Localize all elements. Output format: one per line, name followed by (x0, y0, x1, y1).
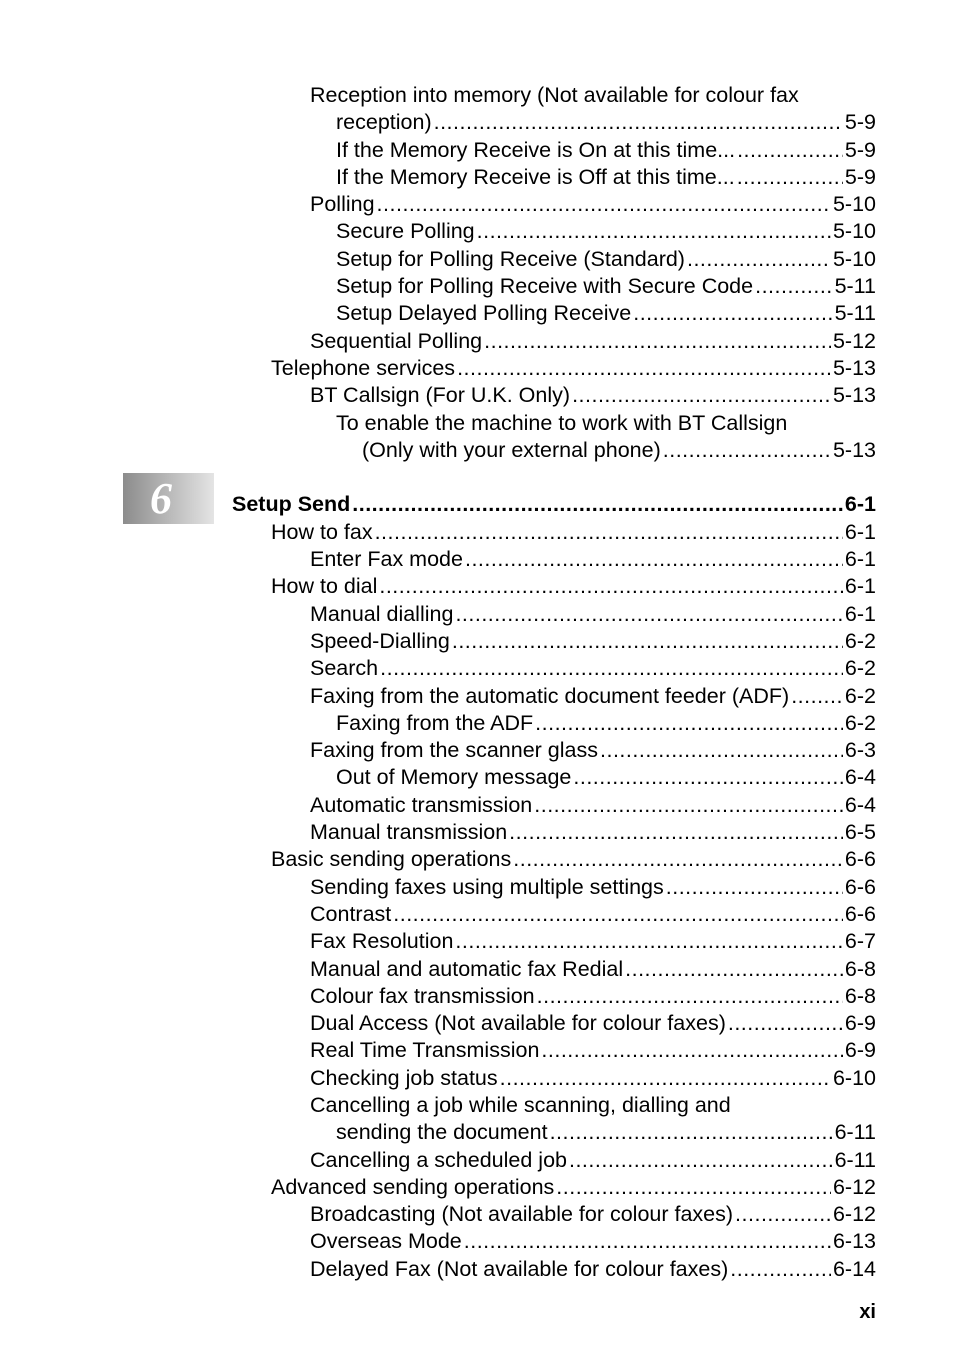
toc-entry-title: Telephone services (271, 355, 456, 380)
toc-entry-title: If the Memory Receive is Off at this time... (336, 164, 735, 189)
dot-leader (452, 628, 843, 655)
dot-leader (477, 218, 831, 245)
chapter-number: 6 (150, 474, 172, 523)
toc-entry[interactable] (0, 764, 954, 791)
toc-page-number: 6-13 (832, 1229, 876, 1254)
dot-leader (550, 1119, 833, 1146)
toc-entry[interactable] (0, 1201, 954, 1228)
toc-page-number: 6-8 (844, 956, 876, 981)
dot-leader (537, 983, 843, 1010)
toc-entry[interactable] (0, 246, 954, 273)
toc-entry-title: Delayed Fax (Not available for colour faxes) (310, 1256, 729, 1281)
toc-entry[interactable] (0, 628, 954, 655)
page-number: xi (859, 1301, 876, 1323)
toc-entry[interactable] (0, 328, 954, 355)
toc-page-number: 6-9 (844, 1038, 876, 1063)
dot-leader (556, 1174, 831, 1201)
toc-entry[interactable] (0, 792, 954, 819)
toc-entry-title: How to dial (271, 574, 378, 599)
toc-entry-title: Real Time Transmission (310, 1038, 540, 1063)
toc-entry[interactable] (0, 300, 954, 327)
dot-leader (465, 546, 843, 573)
toc-page-number: 6-11 (834, 1147, 876, 1172)
toc-entry[interactable] (0, 191, 954, 218)
toc-entry-title: Automatic transmission (310, 792, 533, 817)
toc-entry-title: Broadcasting (Not available for colour faxes) (310, 1202, 734, 1227)
toc-page-number: 6-6 (844, 847, 876, 872)
toc-page-number: 6-10 (832, 1065, 876, 1090)
toc-entry-title: Cancelling a job while scanning, dialling and (310, 1092, 731, 1117)
dot-leader (730, 1256, 831, 1283)
dot-leader (728, 1010, 843, 1037)
toc-entry[interactable] (0, 1037, 954, 1064)
toc-page-number: 5-13 (832, 355, 876, 380)
dot-leader (625, 956, 843, 983)
toc-entry-title: Setup for Polling Receive (Standard) (336, 246, 685, 271)
toc-entry[interactable] (0, 410, 954, 437)
toc-page-number: 6-1 (844, 574, 876, 599)
toc-entry[interactable] (0, 109, 954, 136)
toc-entry[interactable] (0, 901, 954, 928)
toc-entry[interactable] (0, 1256, 954, 1283)
dot-leader (791, 683, 843, 710)
toc-page-number: 6-8 (844, 983, 876, 1008)
toc-entry-title: Faxing from the automatic document feeder (ADF) (310, 683, 790, 708)
toc-entry-title: Polling (310, 192, 375, 217)
dot-leader (375, 519, 843, 546)
toc-entry-title: Faxing from the scanner glass (310, 738, 598, 763)
toc-entry-title: Reception into memory (Not available for colour fax (310, 83, 799, 107)
toc-page-number: 5-9 (844, 137, 876, 162)
toc-entry[interactable] (0, 137, 954, 164)
toc-entry-title: Overseas Mode (310, 1229, 462, 1254)
toc-page-number: 6-1 (844, 492, 876, 517)
toc-entry[interactable] (0, 874, 954, 901)
toc-entry[interactable] (0, 164, 954, 191)
dot-leader (633, 300, 832, 327)
toc-page-number: 5-11 (834, 301, 876, 326)
toc-chapter-entry[interactable] (0, 491, 954, 518)
dot-leader (569, 1147, 833, 1174)
toc-page-number: 6-2 (844, 710, 876, 735)
toc-page-number: 6-9 (844, 1011, 876, 1036)
toc-entry[interactable] (0, 737, 954, 764)
toc-page-number: 5-10 (832, 219, 876, 244)
dot-leader (393, 901, 843, 928)
toc-page-number: 6-12 (832, 1202, 876, 1227)
toc-page-number: 5-10 (832, 192, 876, 217)
dot-leader (377, 191, 831, 218)
toc-entry[interactable] (0, 519, 954, 546)
toc-page-number: 6-7 (844, 929, 876, 954)
toc-page-number: 5-9 (844, 110, 876, 135)
dot-leader (455, 928, 843, 955)
toc-entry[interactable] (0, 683, 954, 710)
toc-page-number: 5-9 (844, 164, 876, 189)
dot-leader (464, 1228, 831, 1255)
toc-entry[interactable] (0, 218, 954, 245)
toc-page-number: 6-6 (844, 901, 876, 926)
dot-leader (535, 710, 843, 737)
toc-entry-title: (Only with your external phone) (362, 437, 661, 462)
toc-entry-title: How to fax (271, 519, 373, 544)
dot-leader (380, 655, 843, 682)
toc-entry[interactable] (0, 82, 954, 109)
toc-page-number: 5-12 (832, 328, 876, 353)
table-of-contents (0, 82, 954, 1283)
toc-page-number: 6-14 (832, 1256, 876, 1281)
toc-entry-title: Speed-Dialling (310, 628, 450, 653)
toc-page-number: 6-5 (844, 820, 876, 845)
toc-entry-title: Fax Resolution (310, 929, 454, 954)
toc-entry[interactable] (0, 1010, 954, 1037)
dot-leader (500, 1065, 831, 1092)
toc-entry[interactable] (0, 928, 954, 955)
toc-entry-title: Sending faxes using multiple settings (310, 874, 664, 899)
toc-page-number: 6-1 (844, 547, 876, 572)
toc-entry[interactable] (0, 655, 954, 682)
toc-entry[interactable] (0, 1228, 954, 1255)
toc-entry-title: Out of Memory message (336, 765, 572, 790)
toc-page-number: 6-4 (844, 765, 876, 790)
toc-entry-title: Enter Fax mode (310, 547, 463, 572)
dot-leader (434, 109, 843, 136)
toc-page-number: 6-2 (844, 656, 876, 681)
toc-entry-title: Setup for Polling Receive with Secure Code (336, 274, 754, 299)
toc-entry[interactable] (0, 1065, 954, 1092)
toc-page-number: 6-1 (844, 519, 876, 544)
toc-entry[interactable] (0, 846, 954, 873)
chapter-gap (0, 464, 954, 491)
toc-page-number: 6-11 (834, 1120, 876, 1145)
toc-entry-title: sending the document (336, 1120, 548, 1145)
toc-entry-title: reception) (336, 110, 432, 135)
toc-entry-title: BT Callsign (For U.K. Only) (310, 383, 571, 408)
toc-page-number: 6-2 (844, 683, 876, 708)
dot-leader (484, 328, 831, 355)
toc-entry-title: Colour fax transmission (310, 983, 535, 1008)
dot-leader (572, 382, 831, 409)
toc-page-number: 5-13 (832, 383, 876, 408)
toc-entry[interactable] (0, 819, 954, 846)
dot-leader (735, 1201, 831, 1228)
toc-entry-title: Search (310, 656, 379, 681)
toc-entry[interactable] (0, 1174, 954, 1201)
dot-leader (573, 764, 843, 791)
dot-leader (352, 491, 843, 518)
dot-leader (455, 601, 842, 628)
dot-leader (663, 437, 831, 464)
dot-leader (755, 273, 832, 300)
toc-entry-title: Advanced sending operations (271, 1174, 555, 1199)
toc-entry[interactable] (0, 546, 954, 573)
toc-page-number: 6-6 (844, 874, 876, 899)
toc-entry[interactable] (0, 1147, 954, 1174)
toc-entry-title: Basic sending operations (271, 847, 512, 872)
toc-entry[interactable] (0, 983, 954, 1010)
toc-entry-title: Faxing from the ADF (336, 710, 534, 735)
toc-entry-title: Sequential Polling (310, 328, 483, 353)
toc-entry-title: Secure Polling (336, 219, 475, 244)
dot-leader (379, 573, 843, 600)
toc-entry-title: Cancelling a scheduled job (310, 1147, 567, 1172)
dot-leader (513, 846, 843, 873)
toc-entry[interactable] (0, 382, 954, 409)
toc-entry[interactable] (0, 1119, 954, 1146)
toc-entry[interactable] (0, 573, 954, 600)
toc-entry[interactable] (0, 710, 954, 737)
toc-entry[interactable] (0, 355, 954, 382)
toc-entry[interactable] (0, 1092, 954, 1119)
toc-entry-title: Manual and automatic fax Redial (310, 956, 624, 981)
toc-entry-title: Setup Send (232, 492, 351, 517)
toc-page-number: 6-3 (844, 738, 876, 763)
toc-entry[interactable] (0, 437, 954, 464)
toc-entry-title: Manual dialling (310, 601, 454, 626)
toc-entry-title: Checking job status (310, 1065, 498, 1090)
toc-entry-title: Contrast (310, 901, 392, 926)
toc-page-number: 6-1 (844, 601, 876, 626)
toc-page-number: 5-11 (834, 274, 876, 299)
toc-entry-title: If the Memory Receive is On at this time... (336, 137, 736, 162)
toc-entry-title: Dual Access (Not available for colour faxes) (310, 1011, 726, 1036)
toc-page-number: 6-4 (844, 792, 876, 817)
dot-leader (541, 1037, 843, 1064)
dot-leader (687, 246, 831, 273)
toc-page-number: 6-2 (844, 628, 876, 653)
toc-entry-title: Setup Delayed Polling Receive (336, 301, 632, 326)
toc-entry[interactable] (0, 956, 954, 983)
toc-page-number: 6-12 (832, 1174, 876, 1199)
dot-leader (534, 792, 843, 819)
dot-leader (737, 164, 843, 191)
toc-entry[interactable] (0, 273, 954, 300)
dot-leader (737, 137, 843, 164)
toc-page-number: 5-10 (832, 246, 876, 271)
dot-leader (666, 874, 843, 901)
dot-leader (457, 355, 831, 382)
toc-entry[interactable] (0, 601, 954, 628)
toc-page-number: 5-13 (832, 437, 876, 462)
dot-leader (600, 737, 843, 764)
toc-entry-title: To enable the machine to work with BT Callsign (336, 410, 788, 435)
dot-leader (509, 819, 843, 846)
toc-entry-title: Manual transmission (310, 820, 508, 845)
